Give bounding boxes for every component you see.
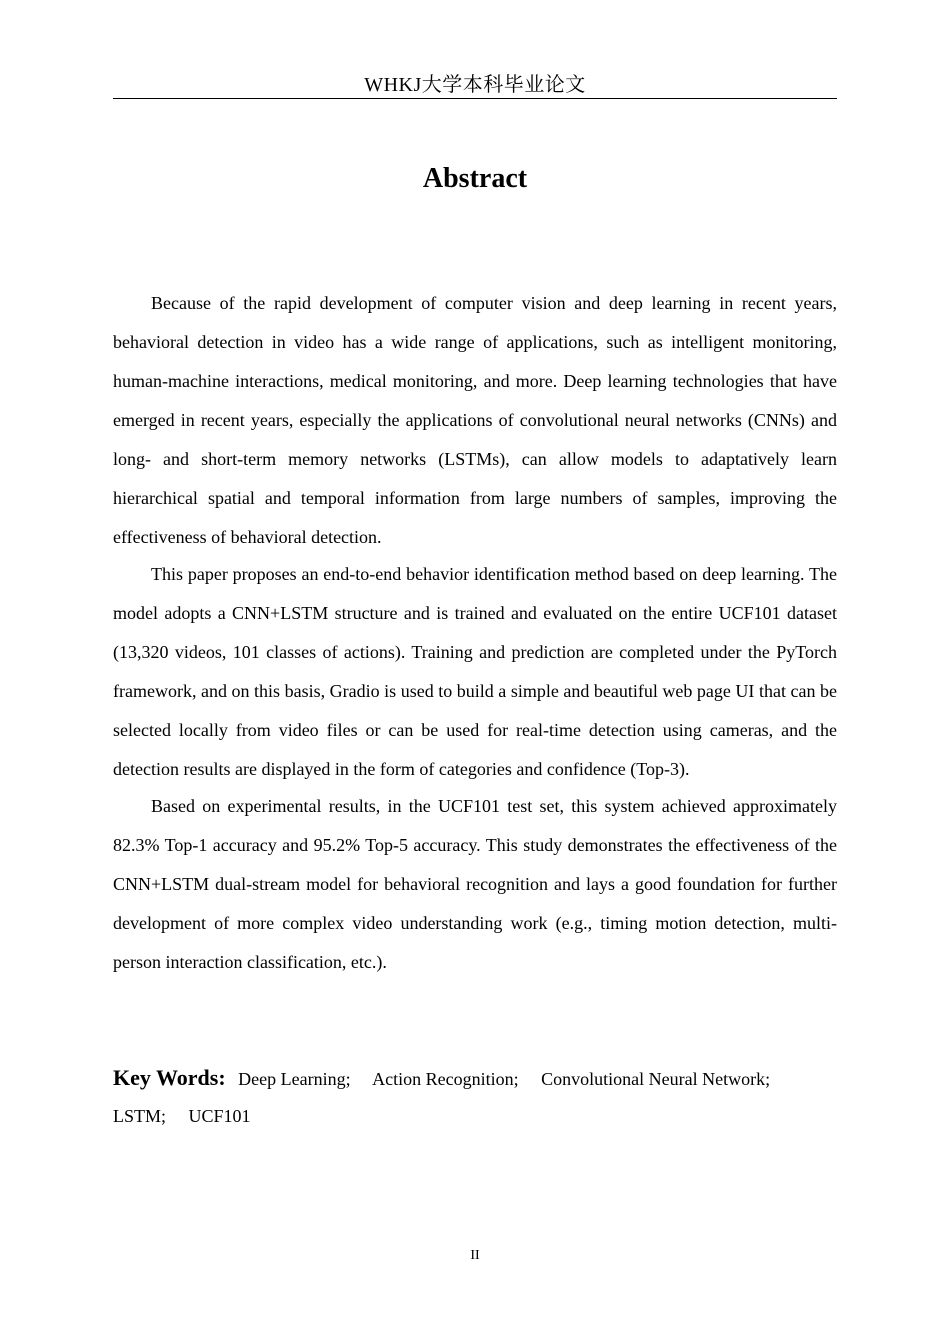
header-rule bbox=[113, 98, 837, 99]
keywords-section bbox=[113, 1059, 837, 1135]
keyword: Action Recognition; bbox=[372, 1069, 519, 1089]
abstract-paragraph-1: Because of the rapid development of computer vision and deep learning in recent years, behavioral detection in video has a wide range of applications, such as intelligent monitoring, human-machine interactions, medical monitoring, and more. Deep learning technologies that have emerged in recent years, especially the applications of convolutional neural networks (CNNs) and long- and short-term memory networks (LSTMs), can allow models to adaptatively learn hierarchical spatial and temporal information from large numbers of samples, improving the effectiveness of behavioral detection. bbox=[113, 293, 837, 547]
header-thesis-type: 大学本科毕业论文 bbox=[421, 72, 586, 96]
keyword: Convolutional Neural Network; bbox=[541, 1069, 771, 1089]
running-header bbox=[113, 72, 837, 98]
abstract-paragraph-2: This paper proposes an end-to-end behavior identification method based on deep learning. The model adopts a CNN+LSTM structure and is trained and evaluated on the entire UCF101 dataset (13,320 videos, 101 classes of actions). Training and prediction are completed under the PyTorch framework, and on this basis, Gradio is used to build a simple and beautiful web page UI that can be selected locally from video files or can be used for real-time detection using cameras, and the detection results are displayed in the form of categories and confidence (Top-3). bbox=[113, 564, 837, 779]
keyword: LSTM; bbox=[113, 1106, 167, 1126]
keyword: UCF101 bbox=[188, 1106, 251, 1126]
header-university-code: WHKJ bbox=[364, 74, 422, 96]
page-title: Abstract bbox=[422, 163, 528, 194]
keywords-label: Key Words: bbox=[113, 1065, 226, 1090]
page-number: II bbox=[470, 1248, 480, 1263]
keyword: Deep Learning; bbox=[238, 1069, 351, 1089]
abstract-body bbox=[113, 284, 837, 982]
abstract-paragraph-3: Based on experimental results, in the UCF101 test set, this system achieved approximately 82.3% Top-1 accuracy and 95.2% Top-5 accuracy. This study demonstrates the effectiveness of the CNN+LSTM dual-stream model for behavioral recognition and lays a good foundation for further development of more complex video understanding work (e.g., timing motion detection, multi-person interaction classification, etc.). bbox=[113, 796, 837, 972]
